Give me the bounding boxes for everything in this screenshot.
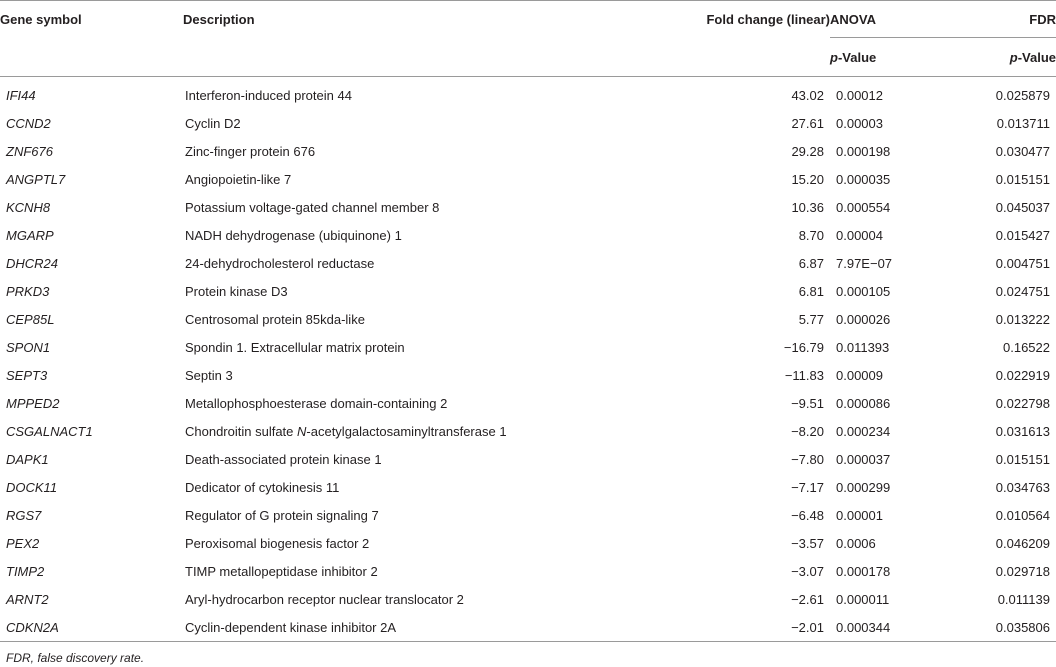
description-cell: TIMP metallopeptidase inhibitor 2 [185, 563, 378, 579]
table-row [0, 473, 1056, 501]
table-row [0, 305, 1056, 333]
table-row [0, 585, 1056, 613]
description-cell: Dedicator of cytokinesis 11 [185, 479, 340, 495]
gene-symbol-cell: SPON1 [6, 339, 51, 355]
table-row [0, 557, 1056, 585]
gene-symbol-cell: SEPT3 [6, 367, 48, 383]
table-row [0, 277, 1056, 305]
fold-change-cell: −7.17 [791, 479, 824, 495]
anova-pvalue-cell: 0.000035 [836, 171, 891, 187]
gene-symbol-cell: RGS7 [6, 507, 42, 523]
table-row [0, 417, 1056, 445]
gene-symbol-cell: MGARP [6, 227, 54, 243]
table-row [0, 249, 1056, 277]
description-italic-part: N [297, 423, 307, 439]
fold-change-cell: 6.87 [798, 255, 824, 271]
table-row [0, 77, 1056, 110]
pvalue-italic: p [830, 49, 838, 65]
fdr-pvalue-cell: 0.013711 [996, 115, 1050, 131]
table-row [0, 445, 1056, 473]
fdr-pvalue-cell: 0.030477 [995, 143, 1050, 159]
table-row [0, 529, 1056, 557]
description-cell: Regulator of G protein signaling 7 [185, 507, 379, 523]
header-description: Description [183, 1, 620, 77]
fold-change-cell: 5.77 [798, 311, 824, 327]
anova-pvalue-cell: 0.000234 [836, 423, 891, 439]
table-footnote: FDR, false discovery rate. [6, 651, 145, 665]
fdr-pvalue-cell: 0.046209 [995, 535, 1050, 551]
gene-symbol-cell: PEX2 [6, 535, 40, 551]
fold-change-cell: −3.07 [791, 563, 824, 579]
gene-symbol-cell: ANGPTL7 [6, 171, 66, 187]
gene-symbol-cell: ARNT2 [6, 591, 49, 607]
anova-pvalue-cell: 0.011393 [836, 339, 890, 355]
fdr-pvalue-cell: 0.022919 [995, 367, 1050, 383]
anova-pvalue-cell: 0.00001 [836, 507, 883, 523]
anova-pvalue-cell: 0.000344 [830, 613, 950, 642]
description-cell: Aryl-hydrocarbon receptor nuclear translocator 2 [185, 591, 464, 607]
fold-change-cell: 6.81 [798, 283, 824, 299]
gene-symbol-cell: CSGALNACT1 [6, 423, 93, 439]
header-fdr-pvalue [950, 38, 1056, 77]
fold-change-cell: −7.80 [791, 451, 824, 467]
description-cell: Potassium voltage-gated channel member 8 [185, 199, 440, 215]
gene-symbol-cell: DAPK1 [6, 451, 49, 467]
gene-symbol-cell: TIMP2 [6, 563, 45, 579]
gene-symbol-cell: MPPED2 [6, 395, 60, 411]
description-cell: NADH dehydrogenase (ubiquinone) 1 [185, 227, 402, 243]
gene-symbol-cell: CDKN2A [0, 613, 183, 642]
anova-pvalue-cell: 0.000554 [836, 199, 891, 215]
fdr-pvalue-cell: 0.004751 [995, 255, 1050, 271]
description-part: -acetylgalactosaminyltransferase 1 [306, 423, 507, 439]
description-cell [183, 417, 620, 445]
fdr-pvalue-cell: 0.045037 [995, 199, 1050, 215]
table-row [0, 109, 1056, 137]
header-fold-change: Fold change (linear) [620, 1, 830, 77]
description-part: Chondroitin sulfate [185, 423, 298, 439]
table-header [0, 1, 1056, 77]
fdr-pvalue-cell: 0.015427 [995, 227, 1050, 243]
anova-pvalue-cell: 0.00004 [836, 227, 883, 243]
table-row [0, 389, 1056, 417]
anova-pvalue-cell: 0.000299 [836, 479, 891, 495]
fdr-pvalue-cell: 0.015151 [995, 171, 1050, 187]
fdr-pvalue-cell: 0.034763 [995, 479, 1050, 495]
header-anova-pvalue [830, 38, 950, 77]
gene-symbol-cell: DOCK11 [6, 479, 58, 495]
fold-change-cell: −8.20 [791, 423, 824, 439]
header-anova: ANOVA [830, 1, 950, 38]
fdr-pvalue-cell: 0.16522 [1003, 339, 1050, 355]
pvalue-rest: -Value [837, 49, 877, 65]
anova-pvalue-cell: 0.00012 [836, 87, 883, 103]
description-cell: Spondin 1. Extracellular matrix protein [185, 339, 405, 355]
anova-pvalue-cell: 0.000011 [836, 591, 890, 607]
anova-pvalue-cell: 0.000105 [836, 283, 891, 299]
table-row [0, 361, 1056, 389]
fold-change-cell: −2.61 [791, 591, 824, 607]
gene-symbol-cell: DHCR24 [6, 255, 59, 271]
table-row [0, 193, 1056, 221]
description-cell: Death-associated protein kinase 1 [185, 451, 382, 467]
table-row [0, 165, 1056, 193]
anova-pvalue-cell: 0.000037 [836, 451, 891, 467]
fdr-pvalue-cell: 0.031613 [995, 423, 1050, 439]
description-cell: Zinc-finger protein 676 [185, 143, 316, 159]
fold-change-cell: 10.36 [791, 199, 824, 215]
description-cell: Centrosomal protein 85kda-like [185, 311, 365, 327]
gene-symbol-cell: CEP85L [6, 311, 55, 327]
fold-change-cell: 43.02 [791, 87, 824, 103]
header-gene-symbol: Gene symbol [0, 1, 183, 77]
fdr-pvalue-cell: 0.015151 [995, 451, 1050, 467]
fold-change-cell: −11.83 [784, 367, 824, 383]
description-cell: Peroxisomal biogenesis factor 2 [185, 535, 370, 551]
anova-pvalue-cell: 0.000198 [836, 143, 891, 159]
fdr-pvalue-cell: 0.025879 [995, 87, 1050, 103]
fold-change-cell: −2.01 [620, 613, 830, 642]
pvalue-italic: p [1009, 49, 1018, 65]
fdr-pvalue-cell: 0.022798 [995, 395, 1050, 411]
header-fdr: FDR [950, 1, 1056, 38]
description-cell: Cyclin-dependent kinase inhibitor 2A [183, 613, 620, 642]
description-cell: Metallophosphoesterase domain-containing 2 [185, 395, 448, 411]
gene-symbol-cell: PRKD3 [6, 283, 50, 299]
anova-pvalue-cell: 0.00003 [836, 115, 883, 131]
gene-symbol-cell: ZNF676 [6, 143, 53, 159]
fdr-pvalue-cell: 0.029718 [995, 563, 1050, 579]
fold-change-cell: −3.57 [791, 535, 824, 551]
pvalue-rest: -Value [1017, 49, 1056, 65]
description-cell: Septin 3 [185, 367, 233, 383]
anova-pvalue-cell: 0.00009 [836, 367, 883, 383]
fold-change-cell: 15.20 [791, 171, 824, 187]
fold-change-cell: 8.70 [798, 227, 824, 243]
fdr-pvalue-cell: 0.024751 [995, 283, 1050, 299]
fold-change-cell: −9.51 [791, 395, 824, 411]
table-row [0, 333, 1056, 361]
description-cell: 24-dehydrocholesterol reductase [185, 255, 375, 271]
description-cell: Interferon-induced protein 44 [185, 87, 352, 103]
table-row [0, 221, 1056, 249]
gene-symbol-cell: CCND2 [6, 115, 51, 131]
anova-pvalue-cell: 0.000086 [836, 395, 891, 411]
anova-pvalue-cell: 0.000178 [836, 563, 891, 579]
gene-symbol-cell: IFI44 [6, 87, 36, 103]
table-row [0, 137, 1056, 165]
anova-pvalue-cell: 0.0006 [836, 535, 876, 551]
description-cell: Protein kinase D3 [185, 283, 288, 299]
fdr-pvalue-cell: 0.035806 [950, 613, 1056, 642]
description-cell: Angiopoietin-like 7 [185, 171, 292, 187]
fdr-pvalue-cell: 0.013222 [995, 311, 1050, 327]
fdr-pvalue-cell: 0.010564 [995, 507, 1050, 523]
fdr-pvalue-cell: 0.011139 [997, 591, 1050, 607]
fold-change-cell: 27.61 [791, 115, 824, 131]
fold-change-cell: −6.48 [791, 507, 824, 523]
description-cell: Cyclin D2 [185, 115, 241, 131]
anova-pvalue-cell: 0.000026 [836, 311, 891, 327]
table-row [0, 613, 1056, 642]
fold-change-cell: 29.28 [791, 143, 824, 159]
gene-symbol-cell: KCNH8 [6, 199, 51, 215]
table-row [0, 501, 1056, 529]
fold-change-cell: −16.79 [783, 339, 824, 355]
anova-pvalue-cell: 7.97E−07 [836, 255, 893, 271]
table-body [0, 77, 1056, 642]
